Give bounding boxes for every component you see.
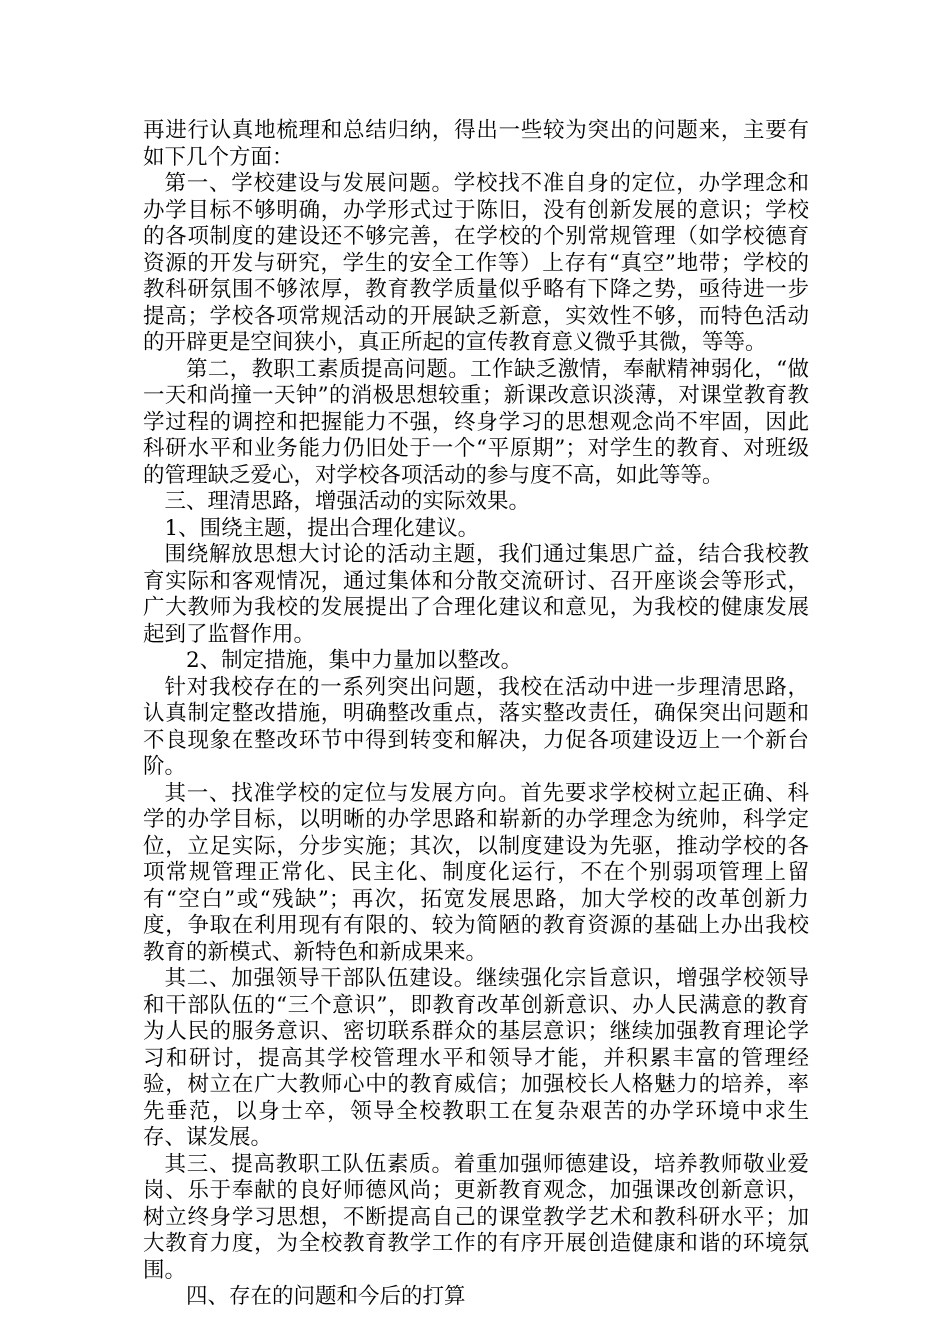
paragraph: 再进行认真地梳理和总结归纳，得出一些较为突出的问题来，主要有如下几个方面：: [143, 118, 809, 170]
paragraph: 其一、找准学校的定位与发展方向。首先要求学校树立起正确、科学的办学目标，以明晰的办学思路和崭新的办学理念为统帅，科学定位，立足实际，分步实施；其次，以制度建设为先驱，推动学校的各项常规管理正常化、民主化、制度化运行，不在个别弱项管理上留有“空白”或“残缺”；再次，拓宽发展思路，加大学校的改革创新力度，争取在利用现有有限的、较为简陋的教育资源的基础上办出我校教育的新模式、新特色和新成果来。: [143, 780, 809, 965]
section-heading: 四、存在的问题和今后的打算: [186, 1284, 466, 1309]
subsection-heading: 1、围绕主题，提出合理化建议。: [164, 515, 480, 541]
paragraph: 其二、加强领导干部队伍建设。继续强化宗旨意识，增强学校领导和干部队伍的“三个意识”，即教育改革创新意识、办人民满意的教育为人民的服务意识、密切联系群众的基层意识；继续加强教育理论学习和研讨，提高其学校管理水平和领导才能，并积累丰富的管理经验，树立在广大教师心中的教育威信；加强校长人格魅力的培养，率先垂范，以身士卒，领导全校教职工在复杂艰苦的办学环境中求生存、谋发展。: [143, 966, 809, 1150]
section-heading: 三、理清思路，增强活动的实际效果。: [164, 489, 531, 514]
document-body: [143, 118, 809, 1311]
paragraph: 第一、学校建设与发展问题。学校找不准自身的定位，办学理念和办学目标不够明确，办学形式过于陈旧，没有创新发展的意识；学校的各项制度的建设还不够完善，在学校的个别常规管理（如学校德育资源的开发与研究，学生的安全工作等）上存有“真空”地带；学校的教科研氛围不够浓厚，教育教学质量似乎略有下降之势，亟待进一步提高；学校各项常规活动的开展缺乏新意，实效性不够，而特色活动的开辟更是空间狭小，真正所起的宣传教育意义微乎其微，等等。: [143, 171, 809, 355]
paragraph: 其三、提高教职工队伍素质。着重加强师德建设，培养教师敬业爱岗、乐于奉献的良好师德风尚；更新教育观念，加强课改创新意识，树立终身学习思想，不断提高自己的课堂教学艺术和教科研水平；加大教育力度，为全校教育教学工作的有序开展创造健康和谐的环境氛围。: [143, 1151, 809, 1283]
paragraph: 围绕解放思想大讨论的活动主题，我们通过集思广益，结合我校教育实际和客观情况，通过集体和分散交流研讨、召开座谈会等形式，广大教师为我校的发展提出了合理化建议和意见，为我校的健康发展起到了监督作用。: [143, 542, 809, 647]
paragraph: 针对我校存在的一系列突出问题，我校在活动中进一步理清思路，认真制定整改措施，明确整改重点，落实整改责任，确保突出问题和不良现象在整改环节中得到转变和解决，力促各项建设迈上一个新台阶。: [143, 674, 809, 779]
subsection-heading: 2、制定措施，集中力量加以整改。: [186, 648, 523, 673]
paragraph: 第二，教职工素质提高问题。工作缺乏激情，奉献精神弱化，“做一天和尚撞一天钟”的消极思想较重；新课改意识淡薄，对课堂教育教学过程的调控和把握能力不强，终身学习的思想观念尚不牢固，因此科研水平和业务能力仍旧处于一个“平原期”；对学生的教育、对班级的管理缺乏爱心，对学校各项活动的参与度不高，如此等等。: [143, 356, 809, 488]
